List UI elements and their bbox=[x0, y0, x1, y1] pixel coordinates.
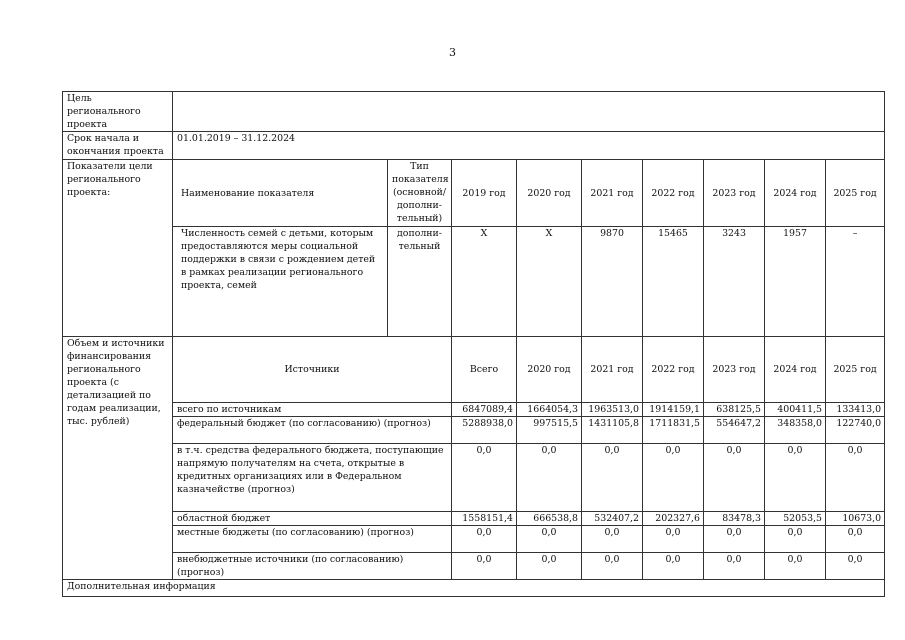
financing-value: 0,0 bbox=[765, 526, 826, 553]
financing-source: областной бюджет bbox=[173, 512, 452, 526]
page-number: 3 bbox=[449, 46, 456, 59]
financing-source: в т.ч. средства федерального бюджета, поступающие напрямую получателям на счета, открытые в кредитных организациях или в Федеральном казначействе (прогноз) bbox=[173, 444, 452, 512]
financing-value: 0,0 bbox=[643, 553, 704, 580]
indicator-value: 3243 bbox=[704, 227, 765, 337]
indicator-year-header: 2025 год bbox=[826, 160, 885, 227]
financing-col-header: 2020 год bbox=[517, 337, 582, 403]
financing-row bbox=[63, 444, 885, 512]
indicator-year-header: 2023 год bbox=[704, 160, 765, 227]
indicator-year-header: 2024 год bbox=[765, 160, 826, 227]
financing-source: внебюджетные источники (по согласованию) (прогноз) bbox=[173, 553, 452, 580]
financing-value: 0,0 bbox=[582, 553, 643, 580]
financing-value: 532407,2 bbox=[582, 512, 643, 526]
indicator-value: Х bbox=[517, 227, 582, 337]
financing-value: 83478,3 bbox=[704, 512, 765, 526]
financing-value: 0,0 bbox=[517, 526, 582, 553]
financing-value: 0,0 bbox=[582, 444, 643, 512]
financing-value: 666538,8 bbox=[517, 512, 582, 526]
financing-col-header: 2022 год bbox=[643, 337, 704, 403]
financing-value: 1914159,1 bbox=[643, 403, 704, 417]
financing-value: 348358,0 bbox=[765, 417, 826, 444]
financing-col-header: 2025 год bbox=[826, 337, 885, 403]
goal-value bbox=[173, 92, 885, 132]
financing-value: 0,0 bbox=[517, 444, 582, 512]
indicator-value: Х bbox=[452, 227, 517, 337]
financing-source-header: Источники bbox=[173, 337, 452, 403]
period-row bbox=[63, 132, 885, 160]
indicator-type: дополни-тельный bbox=[388, 227, 452, 337]
financing-label: Объем и источники финансирования регионального проекта (с детализацией по годам реализации, тыс. рублей) bbox=[63, 337, 173, 580]
financing-row bbox=[63, 526, 885, 553]
indicator-name-header: Наименование показателя bbox=[173, 160, 388, 227]
financing-value: 1963513,0 bbox=[582, 403, 643, 417]
financing-col-header: Всего bbox=[452, 337, 517, 403]
financing-value: 6847089,4 bbox=[452, 403, 517, 417]
indicator-row bbox=[63, 227, 885, 337]
financing-value: 0,0 bbox=[582, 526, 643, 553]
indicator-year-header: 2020 год bbox=[517, 160, 582, 227]
project-passport-table bbox=[62, 91, 885, 597]
indicator-year-header: 2022 год bbox=[643, 160, 704, 227]
financing-header-row bbox=[63, 337, 885, 403]
financing-value: 1664054,3 bbox=[517, 403, 582, 417]
financing-row bbox=[63, 417, 885, 444]
financing-source: федеральный бюджет (по согласованию) (прогноз) bbox=[173, 417, 452, 444]
financing-value: 5288938,0 bbox=[452, 417, 517, 444]
financing-value: 0,0 bbox=[826, 444, 885, 512]
financing-value: 0,0 bbox=[704, 553, 765, 580]
financing-value: 0,0 bbox=[517, 553, 582, 580]
financing-value: 0,0 bbox=[826, 553, 885, 580]
financing-value: 0,0 bbox=[452, 526, 517, 553]
financing-value: 52053,5 bbox=[765, 512, 826, 526]
period-value: 01.01.2019 – 31.12.2024 bbox=[173, 132, 885, 160]
financing-value: 0,0 bbox=[452, 444, 517, 512]
indicator-year-header: 2019 год bbox=[452, 160, 517, 227]
period-label: Срок начала и окончания проекта bbox=[63, 132, 173, 160]
financing-value: 554647,2 bbox=[704, 417, 765, 444]
additional-info-row bbox=[63, 580, 885, 597]
financing-value: 400411,5 bbox=[765, 403, 826, 417]
financing-value: 0,0 bbox=[452, 553, 517, 580]
financing-value: 133413,0 bbox=[826, 403, 885, 417]
financing-value: 1558151,4 bbox=[452, 512, 517, 526]
financing-source: всего по источникам bbox=[173, 403, 452, 417]
financing-value: 1431105,8 bbox=[582, 417, 643, 444]
financing-value: 0,0 bbox=[704, 526, 765, 553]
indicator-name: Численность семей с детьми, которым предоставляются меры социальной поддержки в связи с рождением детей в рамках реализации регионального проекта, семей bbox=[173, 227, 388, 337]
financing-source: местные бюджеты (по согласованию) (прогноз) bbox=[173, 526, 452, 553]
financing-value: 0,0 bbox=[643, 526, 704, 553]
financing-row bbox=[63, 553, 885, 580]
financing-value: 0,0 bbox=[704, 444, 765, 512]
financing-value: 122740,0 bbox=[826, 417, 885, 444]
indicator-value: – bbox=[826, 227, 885, 337]
financing-value: 638125,5 bbox=[704, 403, 765, 417]
financing-row bbox=[63, 403, 885, 417]
financing-col-header: 2024 год bbox=[765, 337, 826, 403]
indicator-year-header: 2021 год bbox=[582, 160, 643, 227]
financing-value: 202327,6 bbox=[643, 512, 704, 526]
financing-value: 0,0 bbox=[765, 553, 826, 580]
indicators-label: Показатели цели регионального проекта: bbox=[63, 160, 173, 337]
additional-info-label: Дополнительная информация bbox=[63, 580, 885, 597]
financing-row bbox=[63, 512, 885, 526]
financing-value: 0,0 bbox=[826, 526, 885, 553]
indicator-type-header: Тип показателя (основной/ дополни-тельный) bbox=[388, 160, 452, 227]
financing-value: 0,0 bbox=[765, 444, 826, 512]
goal-row bbox=[63, 92, 885, 132]
indicator-value: 15465 bbox=[643, 227, 704, 337]
financing-value: 1711831,5 bbox=[643, 417, 704, 444]
indicators-header-row bbox=[63, 160, 885, 227]
goal-label: Цель регионального проекта bbox=[63, 92, 173, 132]
financing-value: 997515,5 bbox=[517, 417, 582, 444]
indicator-value: 1957 bbox=[765, 227, 826, 337]
indicator-value: 9870 bbox=[582, 227, 643, 337]
financing-value: 0,0 bbox=[643, 444, 704, 512]
financing-value: 10673,0 bbox=[826, 512, 885, 526]
financing-col-header: 2023 год bbox=[704, 337, 765, 403]
financing-col-header: 2021 год bbox=[582, 337, 643, 403]
